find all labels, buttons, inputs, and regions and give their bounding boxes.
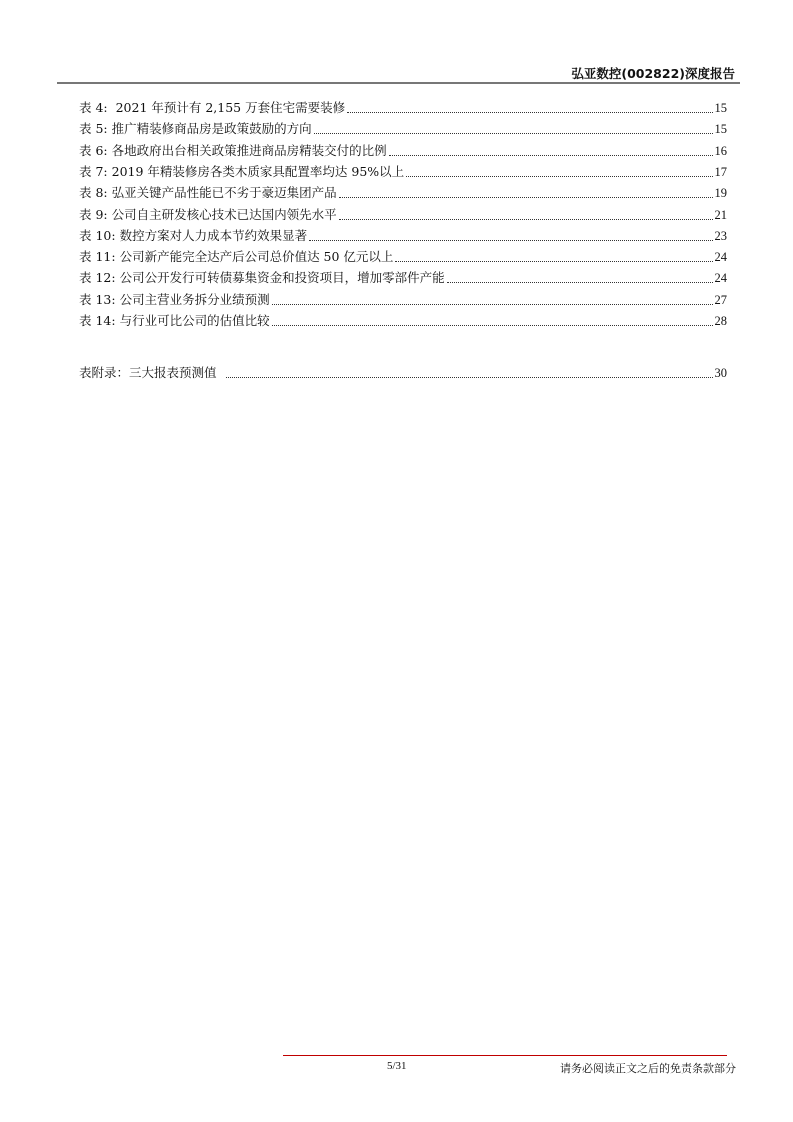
toc-leader-dots (309, 240, 712, 241)
toc-leader-dots (447, 282, 713, 283)
toc-entry-page: 24 (714, 250, 727, 265)
toc-entry-label: 表 7: 2019 年精装修房各类木质家具配置率均达 95%以上 (79, 163, 405, 179)
toc-entry[interactable] (79, 206, 727, 224)
toc-leader-dots (339, 219, 713, 220)
toc-entry-label: 表 10: 数控方案对人力成本节约效果显著 (79, 227, 308, 243)
toc-entry-page: 17 (714, 164, 727, 179)
toc-entry-label: 表 13: 公司主营业务拆分业绩预测 (79, 291, 270, 307)
report-header-title: 弘亚数控(002822)深度报告 (571, 66, 735, 81)
toc-entry-label: 表附录：三大报表预测值 (79, 365, 225, 380)
toc-entry-label: 表 5: 推广精装修商品房是政策鼓励的方向 (79, 121, 312, 137)
toc-entry[interactable] (79, 142, 727, 160)
toc-entry[interactable] (79, 163, 727, 181)
toc-entry-label: 表 9: 公司自主研发核心技术已达国内领先水平 (79, 206, 337, 222)
toc-entry-page: 30 (714, 366, 727, 380)
toc-entry[interactable] (79, 120, 727, 138)
toc-entry-label: 表 8: 弘亚关键产品性能已不劣于豪迈集团产品 (79, 185, 337, 201)
toc-entry[interactable] (79, 184, 727, 202)
toc-entry-page: 15 (714, 122, 727, 137)
toc-leader-dots (339, 197, 713, 198)
toc-entry[interactable] (79, 291, 727, 309)
toc-leader-dots (314, 133, 713, 134)
page-number: 5/31 (387, 1060, 407, 1072)
toc-entry-label: 表 11: 公司新产能完全达产后公司总价值达 50 亿元以上 (79, 249, 394, 265)
header-divider (57, 82, 740, 84)
toc-entry-label: 表 6: 各地政府出台相关政策推进商品房精装交付的比例 (79, 142, 387, 158)
footer-disclaimer: 请务必阅读正文之后的免责条款部分 (560, 1062, 736, 1075)
toc-entry-page: 15 (714, 101, 727, 115)
toc-entry[interactable] (79, 269, 727, 287)
toc-entry-page: 24 (714, 271, 727, 286)
toc-entry-page: 28 (714, 314, 727, 328)
toc-leader-dots (272, 304, 713, 305)
toc-entry-page: 27 (714, 292, 727, 307)
toc-entry-label: 表 14: 与行业可比公司的估值比较 (79, 313, 270, 328)
toc-entry-label: 表 4: 2021 年预计有 2,155 万套住宅需要装修 (79, 100, 346, 115)
toc-leader-dots (406, 176, 712, 177)
toc-leader-dots (389, 155, 713, 156)
toc-entry-label: 表 12: 公司公开发行可转债募集资金和投资项目，增加零部件产能 (79, 270, 445, 286)
toc-entry-page: 21 (714, 207, 727, 222)
toc-entry[interactable] (79, 312, 727, 330)
toc-entry[interactable] (79, 99, 727, 117)
toc-entry[interactable] (79, 248, 727, 266)
toc-leader-dots (226, 377, 712, 378)
footer-divider (283, 1055, 727, 1056)
toc-entry-page: 16 (714, 143, 727, 158)
toc-entry-page: 19 (714, 186, 727, 201)
toc-entry-appendix[interactable] (79, 364, 727, 382)
toc-leader-dots (395, 261, 712, 262)
toc-entry[interactable] (79, 227, 727, 245)
toc-entry-page: 23 (714, 228, 727, 243)
toc-leader-dots (272, 325, 713, 326)
toc-leader-dots (347, 112, 712, 113)
